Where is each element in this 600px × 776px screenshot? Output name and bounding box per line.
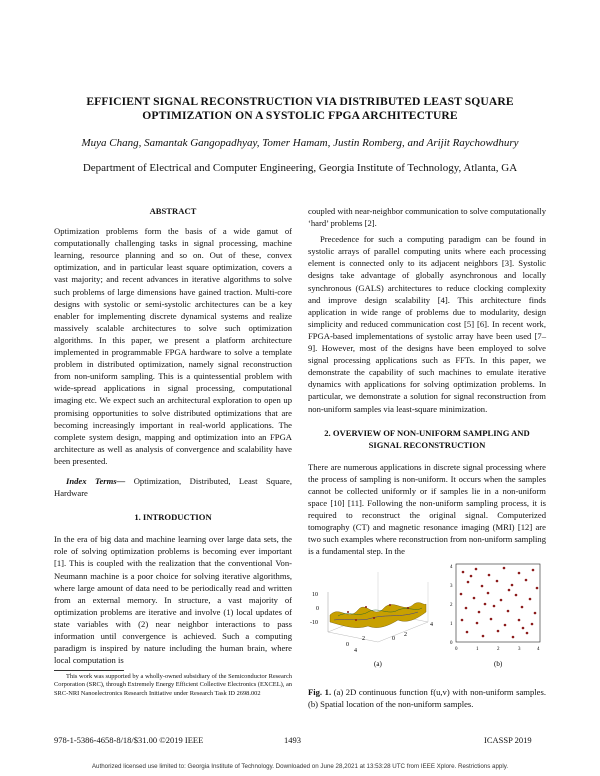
y-tick-4: 4: [430, 622, 433, 628]
footnote-rule: [54, 670, 124, 671]
fig-a-label: (a): [374, 660, 382, 668]
sample-dots: [460, 567, 539, 639]
section2-heading: 2. OVERVIEW OF NON-UNIFORM SAMPLING AND SIGNAL RECONSTRUCTION: [324, 427, 530, 450]
index-terms-text: Optimization, Distributed, Least Square, Hardware: [54, 475, 293, 499]
license-strip: Authorized licensed use limited to: Georgia Institute of Technology. Downloaded on June 28,2021 at 13:53:28 UTC from IEEE Xplore. Restrictions apply.: [91, 763, 509, 770]
x-tick-4: 4: [354, 648, 357, 654]
fig-b-label: (b): [494, 660, 503, 668]
b-ytick-0: 0: [450, 641, 453, 646]
footer-page: 1493: [284, 735, 301, 745]
b-ytick-2: 2: [450, 603, 453, 608]
right-para-2: Precedence for such a computing paradigm can be found in systolic arrays of parallel computing units where each processing element is connected only to its adjacent neighbors [3]. Systolic designs take advantage of globally asynchronous and locally synchronous (GALS) architectures to reduce clocking complexity and improve design scalability [4]. This architecture finds application in wide range of problems due to modularity, design simplicity and reduced communication cost [5] [6]. In recent work, FPGA-based implementations of systolic array have been used [7–9]. However, most of the designs have been employed to solve signal processing applications such as FFTs. In this paper, we demonstrate the capability of such machines to emulate iterative dynamics with applications for solving optimization problems. In particular, we demonstrate a solution for signal reconstruction from non-uniform samples via least-square minimization.: [308, 234, 546, 414]
z-tick-0: 0: [316, 606, 319, 612]
right-column: [308, 205, 546, 558]
y-tick-0: 0: [392, 636, 395, 642]
paper-title: EFFICIENT SIGNAL RECONSTRUCTION VIA DISTRIBUTED LEAST SQUARE OPTIMIZATION ON A SYSTOLIC FPGA ARCHITECTURE: [86, 95, 514, 122]
b-ytick-3: 3: [450, 584, 453, 589]
footer-conf: ICASSP 2019: [484, 735, 532, 745]
z-tick-neg10: -10: [310, 620, 318, 626]
intro-text: In the era of big data and machine learning over large data sets, the role of solving optimization problems is becoming ever important [1]. This is coupled with the realization that the conventional Von-Neumann machine is a poor choice for solving iterative algorithms, where large amount of data need to be periodically read and written from an external memory. In structure, a vast majority of optimization problems are iterative and involve (1) local updates of state variables with (2) near neighbor interactions to pass information until convergence is achieved. Such a computing paradigm is inspired by nature including the human brain, where local computation is: [54, 534, 292, 666]
abstract-heading: ABSTRACT: [149, 206, 197, 216]
b-ytick-1: 1: [450, 622, 453, 627]
b-ytick-4: 4: [450, 565, 453, 570]
author-list: Muya Chang, Samantak Gangopadhyay, Tomer Hamam, Justin Romberg, and Arijit Raychowdhury: [81, 137, 519, 149]
b-xtick-4: 4: [537, 647, 540, 652]
caption-label: Fig. 1.: [308, 687, 332, 697]
caption-text: (a) 2D continuous function f(u,v) with non-uniform samples. (b) Spatial location of the non-uniform samples.: [308, 687, 546, 709]
abstract-text: Optimization problems form the basis of a wide gamut of computationally challenging tasks in signal processing, machine learning, resource planning and so on. Out of these, convex optimization, and in particular least square optimization, covers a vast majority; and recent advances in iterative algorithms to solve such problems of large dimensions have gained traction. Multi-core designs with systolic or semi-systolic architectures can be a key enabler for implementing discrete dynamical systems and realize massively scalable architectures to solve such optimization algorithms. In this paper, we present a platform architecture implemented in programmable FPGA hardware to solve a template problem in distributed optimization, namely signal reconstruction from non-uniform sampling. This is a quintessential problem with wide-spread applications in signal processing, computational imaging etc. We expect such an architectural exploration to open up promising opportunities to solve distributed optimizations that are becoming increasingly important in real-world applications. The complete system design, mapping and optimization into an FPGA architecture as well as analysis of convergence and scalability have been presented.: [54, 226, 292, 466]
figure-1-svg: [308, 560, 548, 670]
y-tick-2: 2: [404, 632, 407, 638]
b-xtick-0: 0: [455, 647, 458, 652]
scatter-plot: [456, 564, 540, 642]
b-xtick-1: 1: [476, 647, 479, 652]
right-para-3: There are numerous applications in discrete signal processing where the process of sampling is non-uniform. It occurs when the samples cannot be collected uniformly or if samples lie in a non-uniform space [10] [11]. Following the non-uniform sampling process, it is required to reconstruct the original signal. Computerized tomography (CT) and magnetic resonance imaging (MRI) [12] are two such examples where reconstruction from non-uniform sampling is a fundamental step. In the: [308, 461, 546, 557]
right-para-1: coupled with near-neighbor communication to solve computationally ‘hard’ problems [2].: [308, 206, 546, 229]
b-xtick-2: 2: [497, 647, 500, 652]
figure-caption: [308, 686, 546, 710]
surface-plot: [328, 572, 428, 642]
footnote-text: This work was supported by a wholly-owned subsidiary of the Semiconductor Research Corporation (SRC), through Extremely Energy Efficient Collective Electronics (EXCEL), an SRC-NRI Nanoelectronics Research Initiative under Research Task ID 2698.002: [54, 673, 292, 697]
b-xtick-3: 3: [518, 647, 521, 652]
footnote: [54, 673, 292, 698]
left-column: [54, 205, 292, 666]
affiliation: Department of Electrical and Computer Engineering, Georgia Institute of Technology, Atlanta, GA: [82, 162, 518, 174]
index-terms: [54, 475, 292, 499]
x-tick-0: 0: [346, 642, 349, 648]
index-terms-label: Index Terms—: [66, 475, 126, 486]
z-tick-10: 10: [312, 592, 318, 598]
intro-heading: 1. INTRODUCTION: [134, 512, 212, 523]
footer-isbn: 978-1-5386-4658-8/18/$31.00 ©2019 IEEE: [54, 735, 204, 745]
figure-1: [308, 560, 548, 680]
x-tick-2: 2: [362, 636, 365, 642]
